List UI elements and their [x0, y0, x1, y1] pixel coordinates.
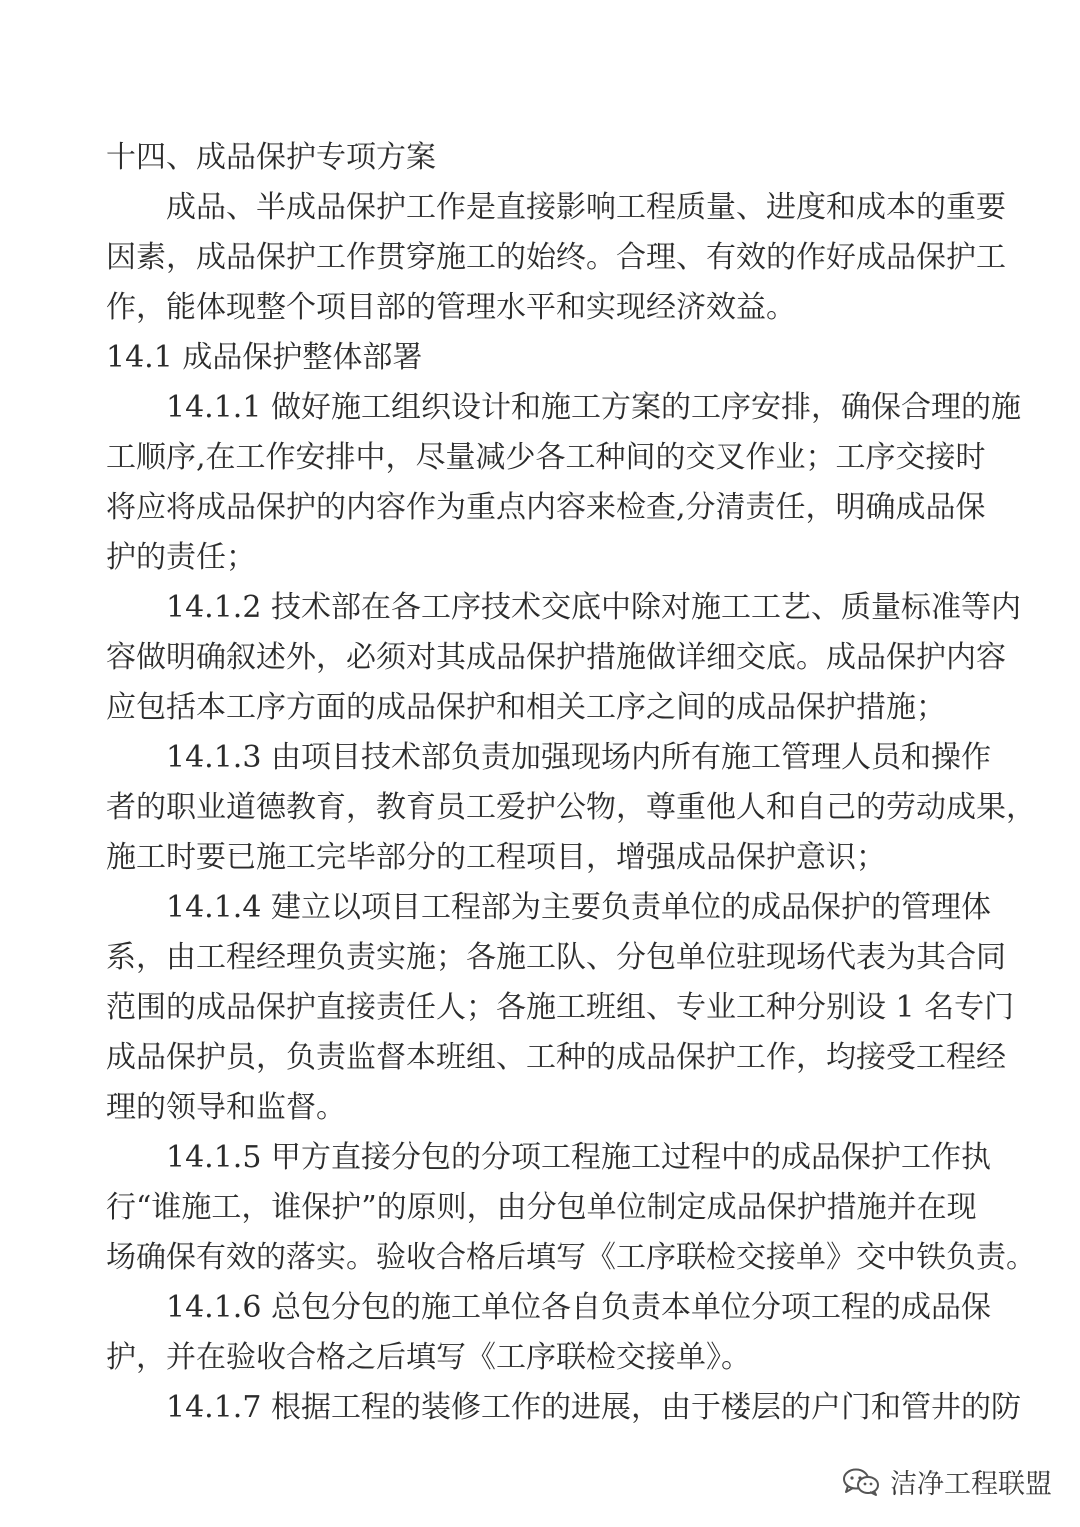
section-heading: 十四、成品保护专项方案: [106, 140, 436, 175]
paragraph-line: 场确保有效的落实。验收合格后填写《工序联检交接单》交中铁负责。: [106, 1240, 1036, 1275]
paragraph-line: 系，由工程经理负责实施；各施工队、分包单位驻现场代表为其合同: [106, 940, 1006, 975]
paragraph-line: 14.1.1 做好施工组织设计和施工方案的工序安排，确保合理的施: [166, 390, 1021, 425]
paragraph-line: 14.1.7 根据工程的装修工作的进展，由于楼层的户门和管井的防: [166, 1390, 1021, 1425]
watermark-text: 洁净工程联盟: [890, 1469, 1052, 1500]
paragraph-line: 作，能体现整个项目部的管理水平和实现经济效益。: [106, 290, 796, 325]
paragraph-line: 因素，成品保护工作贯穿施工的始终。合理、有效的作好成品保护工: [106, 240, 1006, 275]
paragraph-line: 范围的成品保护直接责任人；各施工班组、专业工种分别设 1 名专门: [106, 990, 1015, 1025]
paragraph-line: 将应将成品保护的内容作为重点内容来检查,分清责任，明确成品保: [106, 490, 986, 525]
paragraph-line: 14.1.5 甲方直接分包的分项工程施工过程中的成品保护工作执: [166, 1140, 991, 1175]
paragraph-line: 14.1.2 技术部在各工序技术交底中除对施工工艺、质量标准等内: [166, 590, 1021, 625]
subsection-heading: 14.1 成品保护整体部署: [106, 340, 423, 375]
paragraph-line: 容做明确叙述外，必须对其成品保护措施做详细交底。成品保护内容: [106, 640, 1006, 675]
paragraph-line: 行“谁施工，谁保护”的原则，由分包单位制定成品保护措施并在现: [106, 1190, 977, 1225]
paragraph-line: 护的责任；: [106, 540, 256, 575]
paragraph-line: 理的领导和监督。: [106, 1090, 346, 1125]
wechat-icon: [842, 1467, 880, 1497]
paragraph-line: 14.1.3 由项目技术部负责加强现场内所有施工管理人员和操作: [166, 740, 991, 775]
paragraph-line: 应包括本工序方面的成品保护和相关工序之间的成品保护措施；: [106, 690, 946, 725]
watermark: [842, 1462, 1052, 1501]
paragraph-line: 施工时要已施工完毕部分的工程项目，增强成品保护意识；: [106, 840, 886, 875]
paragraph-line: 者的职业道德教育，教育员工爱护公物，尊重他人和自己的劳动成果，: [106, 790, 1036, 825]
paragraph-line: 14.1.4 建立以项目工程部为主要负责单位的成品保护的管理体: [166, 890, 991, 925]
paragraph-line: 工顺序,在工作安排中，尽量减少各工种间的交叉作业；工序交接时: [106, 440, 986, 475]
paragraph-line: 成品保护员，负责监督本班组、工种的成品保护工作，均接受工程经: [106, 1040, 1006, 1075]
paragraph-line: 成品、半成品保护工作是直接影响工程质量、进度和成本的重要: [166, 190, 1006, 225]
paragraph-line: 护，并在验收合格之后填写《工序联检交接单》。: [106, 1340, 751, 1375]
paragraph-line: 14.1.6 总包分包的施工单位各自负责本单位分项工程的成品保: [166, 1290, 991, 1325]
